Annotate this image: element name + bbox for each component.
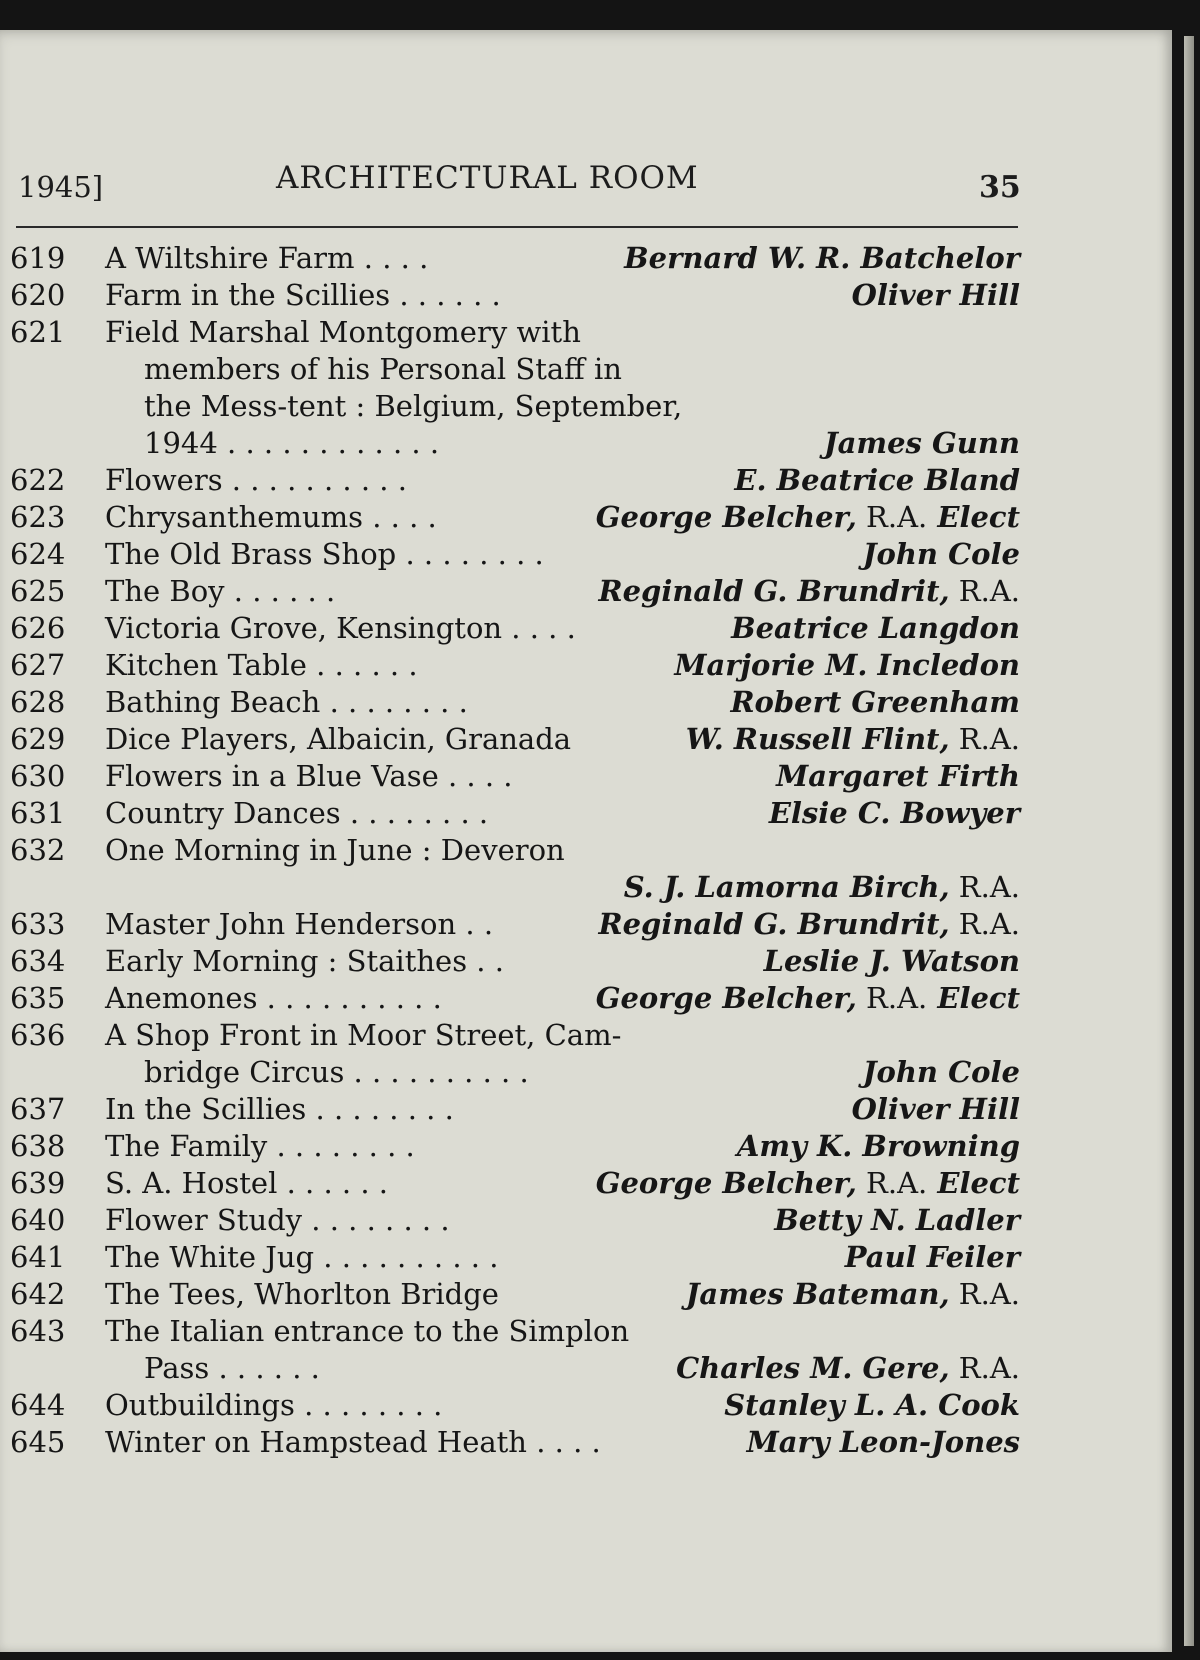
catalogue-entry xyxy=(10,1313,1020,1387)
entry-title: A Shop Front in Moor Street, Cam- xyxy=(105,1018,622,1052)
artist-elect: Elect xyxy=(927,1166,1020,1200)
entry-line xyxy=(10,721,1020,758)
entry-title: A Wiltshire Farm . . . . xyxy=(105,241,429,275)
entry-title: Master John Henderson . . xyxy=(105,907,494,941)
artist-honour: R.A. xyxy=(949,907,1020,941)
entry-title: the Mess-tent : Belgium, September, xyxy=(144,389,683,423)
entry-line xyxy=(10,573,1020,610)
entry-number: 625 xyxy=(10,574,66,608)
artist-name: Margaret Firth xyxy=(776,759,1020,793)
entry-line xyxy=(10,1128,1020,1165)
entry-line xyxy=(10,1424,1020,1461)
artist-honour: R.A. xyxy=(949,1277,1020,1311)
catalogue-entry xyxy=(10,647,1020,684)
entry-number: 624 xyxy=(10,537,66,571)
entry-artist xyxy=(845,1239,1020,1276)
catalogue-entry xyxy=(10,573,1020,610)
entry-title: S. A. Hostel . . . . . . xyxy=(105,1166,388,1200)
artist-elect: Elect xyxy=(927,500,1020,534)
entry-title: Bathing Beach . . . . . . . . xyxy=(105,685,468,719)
catalogue-entry xyxy=(10,1239,1020,1276)
artist-honour: R.A. xyxy=(949,870,1020,904)
entry-title: The Family . . . . . . . . xyxy=(105,1129,415,1163)
artist-name: E. Beatrice Bland xyxy=(734,463,1020,497)
entry-artist xyxy=(863,536,1020,573)
artist-honour: R.A. xyxy=(856,500,928,534)
entry-line xyxy=(10,832,1020,869)
entry-line xyxy=(10,1239,1020,1276)
catalogue-entry xyxy=(10,240,1020,277)
entry-line xyxy=(10,1165,1020,1202)
artist-name: George Belcher, xyxy=(595,1166,857,1200)
entry-number: 632 xyxy=(10,833,66,867)
artist-name: Reginald G. Brundrit, xyxy=(598,907,950,941)
entry-line xyxy=(10,1091,1020,1128)
entry-title: members of his Personal Staff in xyxy=(144,352,622,386)
artist-honour: R.A. xyxy=(949,722,1020,756)
entry-number: 620 xyxy=(10,278,66,312)
entry-title: Kitchen Table . . . . . . xyxy=(105,648,418,682)
artist-name: John Cole xyxy=(862,537,1020,571)
entry-artist xyxy=(624,240,1020,277)
entry-number: 627 xyxy=(10,648,66,682)
entry-line xyxy=(10,499,1020,536)
catalogue-entry xyxy=(10,980,1020,1017)
catalogue-entry xyxy=(10,1091,1020,1128)
entry-artist xyxy=(852,1091,1020,1128)
artist-name: John Cole xyxy=(862,1055,1020,1089)
running-header xyxy=(14,160,1021,210)
entry-line xyxy=(10,1387,1020,1424)
entry-line xyxy=(10,1276,1020,1313)
entry-artist xyxy=(596,1165,1020,1202)
catalogue-entry xyxy=(10,499,1020,536)
entry-number: 623 xyxy=(10,500,66,534)
entry-line xyxy=(10,277,1020,314)
entry-number: 636 xyxy=(10,1018,66,1052)
entry-number: 638 xyxy=(10,1129,66,1163)
entry-artist xyxy=(737,1128,1020,1165)
entry-line xyxy=(10,388,1020,425)
entry-artist xyxy=(686,1276,1020,1313)
entry-title: Flowers . . . . . . . . . . xyxy=(105,463,407,497)
catalogue-entry xyxy=(10,1165,1020,1202)
artist-name: James Bateman, xyxy=(685,1277,950,1311)
entry-artist xyxy=(599,573,1021,610)
artist-name: Reginald G. Brundrit, xyxy=(598,574,950,608)
entry-title: The Tees, Whorlton Bridge xyxy=(105,1277,499,1311)
entry-artist xyxy=(724,1387,1020,1424)
entry-title: Victoria Grove, Kensington . . . . xyxy=(105,611,576,645)
catalogue-entry xyxy=(10,1424,1020,1461)
entry-number: 643 xyxy=(10,1314,66,1348)
artist-name: Stanley L. A. Cook xyxy=(724,1388,1020,1422)
entry-number: 628 xyxy=(10,685,66,719)
catalogue-entry xyxy=(10,536,1020,573)
artist-name: Oliver Hill xyxy=(851,1092,1020,1126)
entry-line xyxy=(10,1054,1020,1091)
entry-title: 1944 . . . . . . . . . . . . xyxy=(144,426,440,460)
catalogue-entry xyxy=(10,943,1020,980)
artist-name: Robert Greenham xyxy=(730,685,1020,719)
entry-line xyxy=(10,684,1020,721)
artist-elect: Elect xyxy=(927,981,1020,1015)
entry-line xyxy=(10,240,1020,277)
entry-line xyxy=(10,943,1020,980)
entry-artist xyxy=(730,684,1020,721)
entry-artist xyxy=(734,462,1020,499)
artist-name: Marjorie M. Incledon xyxy=(674,648,1020,682)
artist-name: George Belcher, xyxy=(595,981,857,1015)
artist-name: Elsie C. Bowyer xyxy=(768,796,1020,830)
entry-artist xyxy=(769,795,1020,832)
entry-artist xyxy=(824,425,1020,462)
page-number: 35 xyxy=(979,170,1021,205)
entry-line xyxy=(10,1350,1020,1387)
entry-line xyxy=(10,869,1020,906)
entry-artist xyxy=(852,277,1020,314)
entry-artist xyxy=(676,1350,1020,1387)
entry-line xyxy=(10,314,1020,351)
entry-number: 629 xyxy=(10,722,66,756)
catalogue-entry xyxy=(10,462,1020,499)
catalogue-entry xyxy=(10,277,1020,314)
entry-title: Country Dances . . . . . . . . xyxy=(105,796,489,830)
catalogue-entry-list xyxy=(10,240,1020,1461)
entry-title: Field Marshal Montgomery with xyxy=(105,315,581,349)
entry-artist xyxy=(596,980,1020,1017)
catalogue-entry xyxy=(10,1276,1020,1313)
entry-title: The White Jug . . . . . . . . . . xyxy=(105,1240,499,1274)
entry-artist xyxy=(599,906,1021,943)
artist-honour: R.A. xyxy=(856,1166,928,1200)
entry-number: 635 xyxy=(10,981,66,1015)
artist-name: Charles M. Gere, xyxy=(676,1351,950,1385)
catalogue-entry xyxy=(10,795,1020,832)
entry-number: 634 xyxy=(10,944,66,978)
entry-line xyxy=(10,758,1020,795)
entry-artist xyxy=(596,499,1020,536)
entry-artist xyxy=(863,1054,1020,1091)
entry-title: Farm in the Scillies . . . . . . xyxy=(105,278,501,312)
entry-title: Flowers in a Blue Vase . . . . xyxy=(105,759,513,793)
entry-title: The Italian entrance to the Simplon xyxy=(105,1314,630,1348)
catalogue-entry xyxy=(10,610,1020,647)
entry-number: 644 xyxy=(10,1388,66,1422)
catalogue-entry xyxy=(10,1017,1020,1091)
entry-line xyxy=(10,610,1020,647)
artist-name: Amy K. Browning xyxy=(736,1129,1020,1163)
entry-number: 645 xyxy=(10,1425,66,1459)
header-year: 1945] xyxy=(18,170,104,204)
artist-name: Leslie J. Watson xyxy=(763,944,1020,978)
artist-honour: R.A. xyxy=(949,574,1020,608)
entry-line xyxy=(10,1202,1020,1239)
header-rule xyxy=(16,226,1018,228)
entry-artist xyxy=(774,1202,1020,1239)
entry-title: In the Scillies . . . . . . . . xyxy=(105,1092,454,1126)
artist-name: S. J. Lamorna Birch, xyxy=(623,870,950,904)
artist-name: Oliver Hill xyxy=(851,278,1020,312)
artist-honour: R.A. xyxy=(856,981,928,1015)
entry-title: The Old Brass Shop . . . . . . . . xyxy=(105,537,544,571)
entry-title: Outbuildings . . . . . . . . xyxy=(105,1388,443,1422)
entry-title: Dice Players, Albaicin, Granada xyxy=(105,722,572,756)
catalogue-entry xyxy=(10,314,1020,462)
catalogue-entry xyxy=(10,832,1020,906)
entry-number: 640 xyxy=(10,1203,66,1237)
entry-number: 633 xyxy=(10,907,66,941)
artist-name: James Gunn xyxy=(823,426,1020,460)
entry-title: Winter on Hampstead Heath . . . . xyxy=(105,1425,601,1459)
entry-number: 619 xyxy=(10,241,66,275)
entry-number: 622 xyxy=(10,463,66,497)
catalogue-entry xyxy=(10,906,1020,943)
catalogue-entry xyxy=(10,1387,1020,1424)
entry-title: The Boy . . . . . . xyxy=(105,574,336,608)
artist-name: Paul Feiler xyxy=(844,1240,1020,1274)
entry-artist xyxy=(764,943,1020,980)
entry-number: 626 xyxy=(10,611,66,645)
catalogue-entry xyxy=(10,684,1020,721)
entry-artist xyxy=(686,721,1020,758)
entry-line xyxy=(10,980,1020,1017)
catalogue-entry xyxy=(10,758,1020,795)
entry-line xyxy=(10,795,1020,832)
entry-number: 637 xyxy=(10,1092,66,1126)
page-edge xyxy=(1184,36,1194,1646)
artist-name: Betty N. Ladler xyxy=(774,1203,1020,1237)
artist-name: W. Russell Flint, xyxy=(685,722,950,756)
catalogue-entry xyxy=(10,1128,1020,1165)
entry-number: 642 xyxy=(10,1277,66,1311)
entry-title: Flower Study . . . . . . . . xyxy=(105,1203,450,1237)
catalogue-entry xyxy=(10,1202,1020,1239)
entry-line xyxy=(10,1313,1020,1350)
header-title: ARCHITECTURAL ROOM xyxy=(276,160,699,196)
artist-name: Bernard W. R. Batchelor xyxy=(624,241,1020,275)
entry-title: Chrysanthemums . . . . xyxy=(105,500,437,534)
entry-title: Early Morning : Staithes . . xyxy=(105,944,504,978)
entry-line xyxy=(10,425,1020,462)
entry-title: Anemones . . . . . . . . . . xyxy=(105,981,442,1015)
entry-artist xyxy=(776,758,1020,795)
entry-line xyxy=(10,647,1020,684)
entry-artist xyxy=(731,610,1020,647)
entry-title: bridge Circus . . . . . . . . . . xyxy=(144,1055,529,1089)
entry-line xyxy=(10,906,1020,943)
entry-number: 630 xyxy=(10,759,66,793)
entry-artist xyxy=(674,647,1020,684)
entry-title: One Morning in June : Deveron xyxy=(105,833,565,867)
artist-name: Beatrice Langdon xyxy=(731,611,1020,645)
entry-artist xyxy=(624,869,1020,906)
artist-honour: R.A. xyxy=(949,1351,1020,1385)
entry-number: 639 xyxy=(10,1166,66,1200)
catalogue-entry xyxy=(10,721,1020,758)
artist-name: Mary Leon-Jones xyxy=(746,1425,1020,1459)
entry-line xyxy=(10,1017,1020,1054)
entry-number: 621 xyxy=(10,315,66,349)
entry-line xyxy=(10,351,1020,388)
entry-artist xyxy=(747,1424,1020,1461)
entry-title: Pass . . . . . . xyxy=(144,1351,320,1385)
entry-line xyxy=(10,536,1020,573)
artist-name: George Belcher, xyxy=(595,500,857,534)
entry-number: 641 xyxy=(10,1240,66,1274)
entry-number: 631 xyxy=(10,796,66,830)
entry-line xyxy=(10,462,1020,499)
